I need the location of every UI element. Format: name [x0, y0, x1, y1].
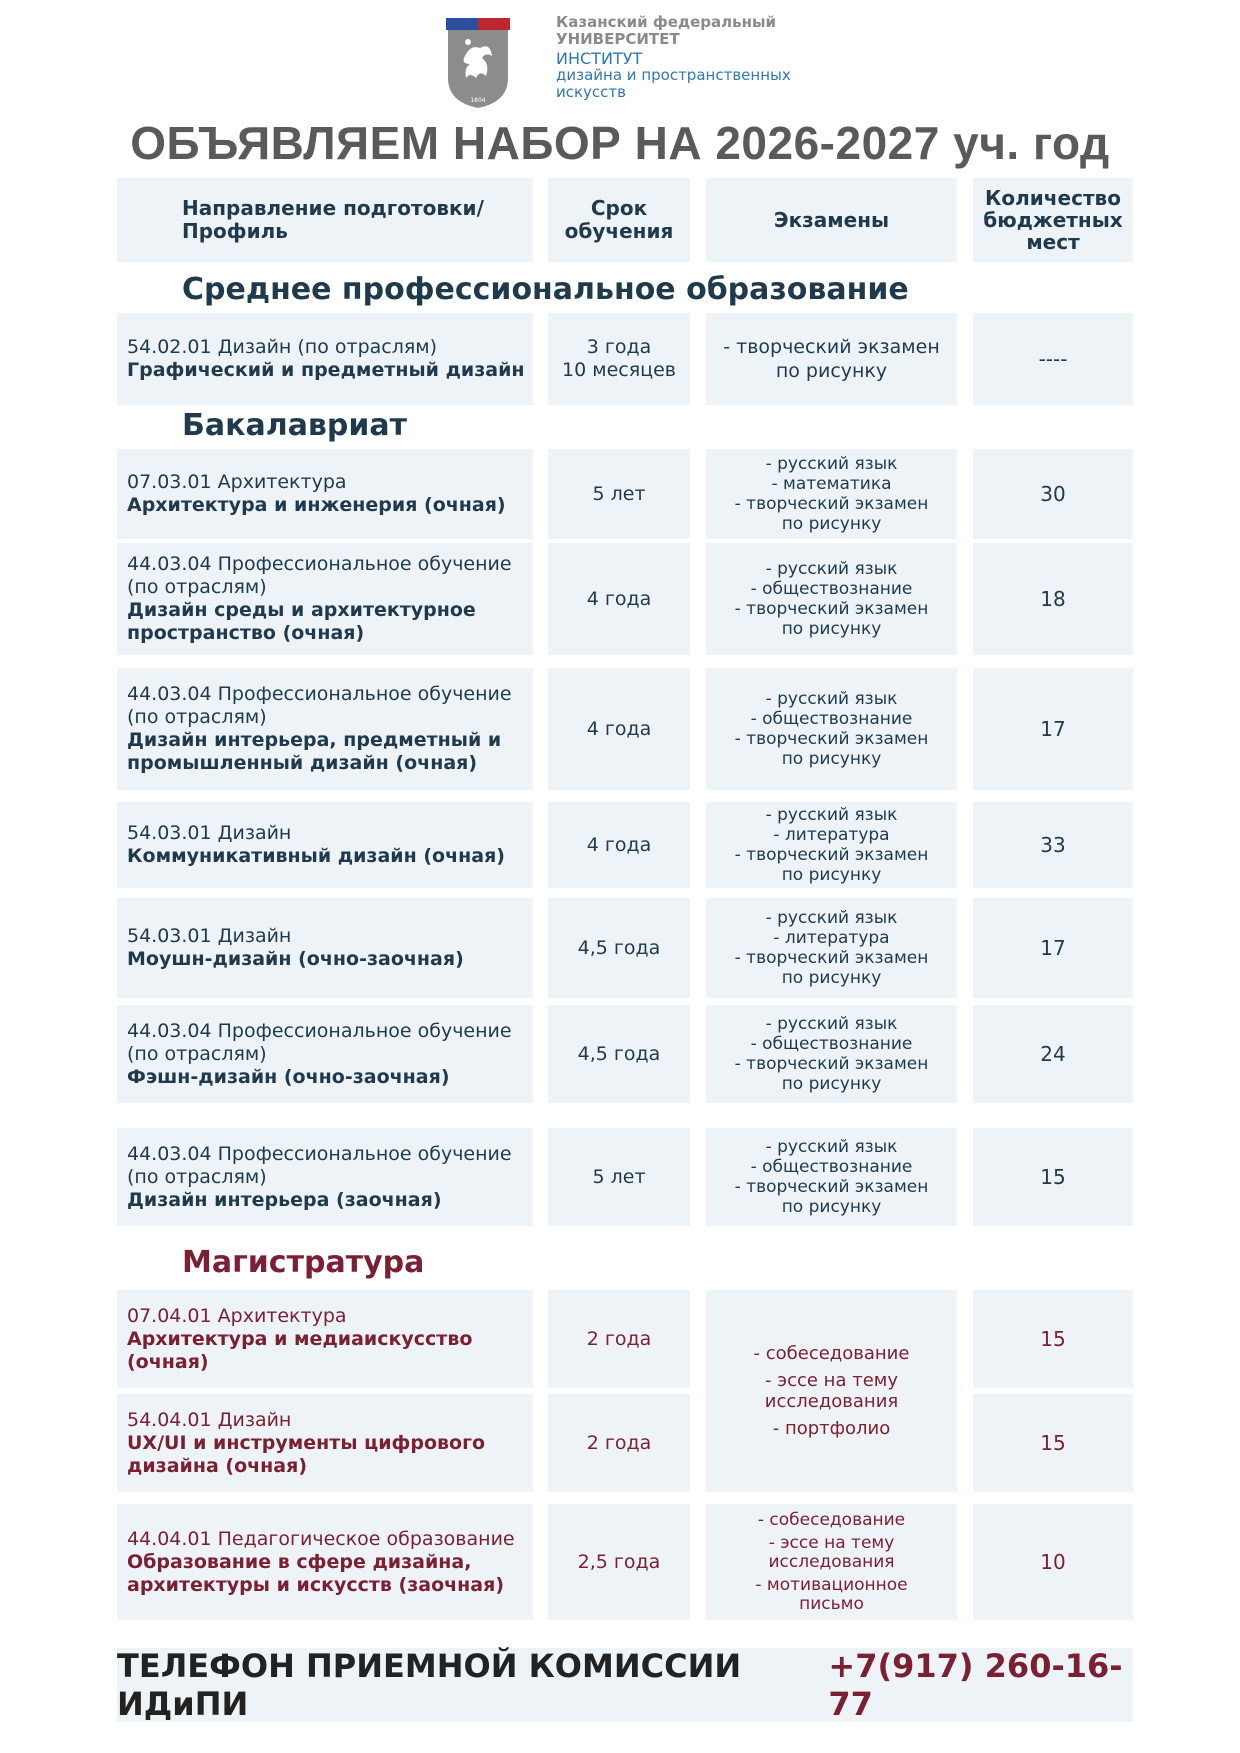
- program-code: 07.04.01 Архитектура: [127, 1304, 347, 1327]
- exam-line: - эссе на тему исследования: [768, 1532, 895, 1572]
- count-cell: 30: [973, 449, 1133, 539]
- exams-cell: [706, 898, 957, 998]
- logo-line-5: искусств: [556, 83, 627, 101]
- table-row: [117, 1394, 533, 1492]
- master-shared-exams: [706, 1290, 957, 1492]
- program-profile: Фэшн-дизайн (очно-заочная): [127, 1065, 450, 1088]
- term-cell: 4,5 года: [548, 898, 690, 998]
- logo-text: [556, 14, 791, 101]
- count-cell: 24: [973, 1005, 1133, 1103]
- header-count: Количество бюджетных мест: [973, 178, 1133, 262]
- table-row: [117, 802, 533, 888]
- exam-line: - русский язык: [765, 689, 898, 709]
- exam-line: - русский язык: [765, 1014, 898, 1034]
- logo-year: 1804: [470, 97, 486, 104]
- exam-line: - творческий экзамен: [734, 1054, 929, 1074]
- exams-cell: [706, 1504, 957, 1620]
- section-master: Магистратура: [182, 1245, 425, 1280]
- term-cell: 4 года: [548, 802, 690, 888]
- header-term: Срок обучения: [548, 178, 690, 262]
- exam-line: - русский язык: [765, 559, 898, 579]
- table-row: [117, 1290, 533, 1388]
- kfu-emblem: [446, 18, 510, 110]
- program-profile: Моушн-дизайн (очно-заочная): [127, 948, 464, 970]
- program-profile: Дизайн интерьера, предметный и промышленный дизайн (очная): [127, 729, 502, 774]
- exams-cell: [706, 1005, 957, 1103]
- exam-line: - творческий экзамен: [734, 599, 929, 619]
- exam-line: - мотивационное письмо: [755, 1574, 908, 1614]
- term-cell: 5 лет: [548, 1128, 690, 1226]
- exam-line: - русский язык: [765, 805, 898, 825]
- exams-cell: [706, 449, 957, 539]
- spo-row-direction: [117, 313, 533, 405]
- exam-line: по рисунку: [781, 865, 882, 885]
- logo-line-3: ИНСТИТУТ: [556, 49, 643, 68]
- section-bachelor: Бакалавриат: [182, 408, 408, 443]
- exams-cell: [706, 1128, 957, 1226]
- count-cell: 15: [973, 1128, 1133, 1226]
- logo-line-2: УНИВЕРСИТЕТ: [556, 30, 680, 48]
- exam-line: - творческий экзамен: [734, 494, 929, 514]
- program-code: 44.04.01 Педагогическое образование: [127, 1527, 515, 1550]
- term-cell: 4,5 года: [548, 1005, 690, 1103]
- term-cell: 2,5 года: [548, 1504, 690, 1620]
- exam-line: - литература: [773, 825, 890, 845]
- program-code: 54.03.01 Дизайн: [127, 822, 292, 844]
- program-code: 44.03.04 Профессиональное обучение (по отраслям): [127, 1019, 512, 1065]
- term-cell: 4 года: [548, 668, 690, 790]
- header-direction: Направление подготовки/ Профиль: [117, 178, 533, 262]
- exam-line: - математика: [771, 474, 892, 494]
- count-cell: 15: [973, 1394, 1133, 1492]
- program-code: 44.03.04 Профессиональное обучение (по отраслям): [127, 1142, 512, 1188]
- table-row: [117, 449, 533, 539]
- program-code: 44.03.04 Профессиональное обучение (по отраслям): [127, 683, 512, 728]
- table-row: [117, 1504, 533, 1620]
- term-cell: 2 года: [548, 1290, 690, 1388]
- count-cell: 15: [973, 1290, 1133, 1388]
- exam-line: - литература: [773, 928, 890, 948]
- program-profile: Архитектура и медиаискусство (очная): [127, 1327, 473, 1373]
- header-exams: Экзамены: [706, 178, 957, 262]
- phone-label: ТЕЛЕФОН ПРИЕМНОЙ КОМИССИИ ИДиПИ: [117, 1647, 742, 1723]
- spo-row-exams: [706, 313, 957, 405]
- exam-line: - русский язык: [765, 454, 898, 474]
- exam-line: - русский язык: [765, 1137, 898, 1157]
- exam-line: - собеседование: [753, 1343, 910, 1364]
- count-cell: 33: [973, 802, 1133, 888]
- table-row: [117, 898, 533, 998]
- exams-cell: [706, 802, 957, 888]
- program-code: 54.04.01 Дизайн: [127, 1408, 292, 1431]
- term-cell: 4 года: [548, 543, 690, 655]
- program-code: 44.03.04 Профессиональное обучение (по отраслям): [127, 553, 512, 598]
- exam-line: - обществознание: [750, 709, 913, 729]
- count-cell: 10: [973, 1504, 1133, 1620]
- table-row: [117, 543, 533, 655]
- program-profile: Дизайн интерьера (заочная): [127, 1188, 442, 1211]
- phone-number[interactable]: +7(917) 260-16-77: [828, 1647, 1123, 1723]
- section-spo: Среднее профессиональное образование: [182, 272, 909, 307]
- table-row: [117, 1005, 533, 1103]
- count-cell: 17: [973, 668, 1133, 790]
- program-code: 07.03.01 Архитектура: [127, 471, 347, 493]
- program-profile: Коммуникативный дизайн (очная): [127, 845, 505, 867]
- program-profile: Графический и предметный дизайн: [127, 359, 525, 381]
- exam-line: - портфолио: [772, 1418, 891, 1439]
- exam-line: по рисунку: [781, 1074, 882, 1094]
- exams-cell: [706, 543, 957, 655]
- exam-line: по рисунку: [781, 514, 882, 534]
- program-code: 54.02.01 Дизайн (по отраслям): [127, 336, 438, 358]
- table-row: [117, 668, 533, 790]
- program-profile: Архитектура и инженерия (очная): [127, 494, 506, 516]
- exam-line: - обществознание: [750, 1157, 913, 1177]
- exams-cell: [706, 668, 957, 790]
- exam-line: - творческий экзамен: [734, 729, 929, 749]
- term-cell: 5 лет: [548, 449, 690, 539]
- count-cell: 18: [973, 543, 1133, 655]
- spo-row-term: [548, 313, 690, 405]
- exam-line: - творческий экзамен: [723, 336, 940, 358]
- exam-line: по рисунку: [781, 1197, 882, 1217]
- program-code: 54.03.01 Дизайн: [127, 925, 292, 947]
- exam-line: - эссе на тему исследования: [764, 1370, 899, 1412]
- program-profile: UX/UI и инструменты цифрового дизайна (очная): [127, 1431, 486, 1477]
- spo-row-count: ----: [973, 313, 1133, 405]
- exam-line: - творческий экзамен: [734, 1177, 929, 1197]
- exam-line: - творческий экзамен: [734, 845, 929, 865]
- exam-line: - собеседование: [757, 1509, 906, 1530]
- admission-phone-banner: [117, 1648, 1133, 1722]
- term-cell: 2 года: [548, 1394, 690, 1492]
- term-line: 3 года: [586, 336, 652, 358]
- program-profile: Дизайн среды и архитектурное пространство (очная): [127, 599, 476, 644]
- exam-line: - русский язык: [765, 908, 898, 928]
- exam-line: по рисунку: [775, 360, 888, 382]
- exam-line: по рисунку: [781, 749, 882, 769]
- term-line: 10 месяцев: [562, 359, 676, 381]
- page-title: ОБЪЯВЛЯЕМ НАБОР НА 2026-2027 уч. год: [130, 117, 1110, 169]
- logo-line-1: Казанский федеральный: [556, 13, 777, 31]
- program-profile: Образование в сфере дизайна, архитектуры и искусств (заочная): [127, 1550, 505, 1596]
- table-row: [117, 1128, 533, 1226]
- exam-line: по рисунку: [781, 619, 882, 639]
- exam-line: - творческий экзамен: [734, 948, 929, 968]
- exam-line: по рисунку: [781, 968, 882, 988]
- exam-line: - обществознание: [750, 1034, 913, 1054]
- exam-line: - обществознание: [750, 579, 913, 599]
- logo-line-4: дизайна и пространственных: [556, 66, 791, 84]
- count-cell: 17: [973, 898, 1133, 998]
